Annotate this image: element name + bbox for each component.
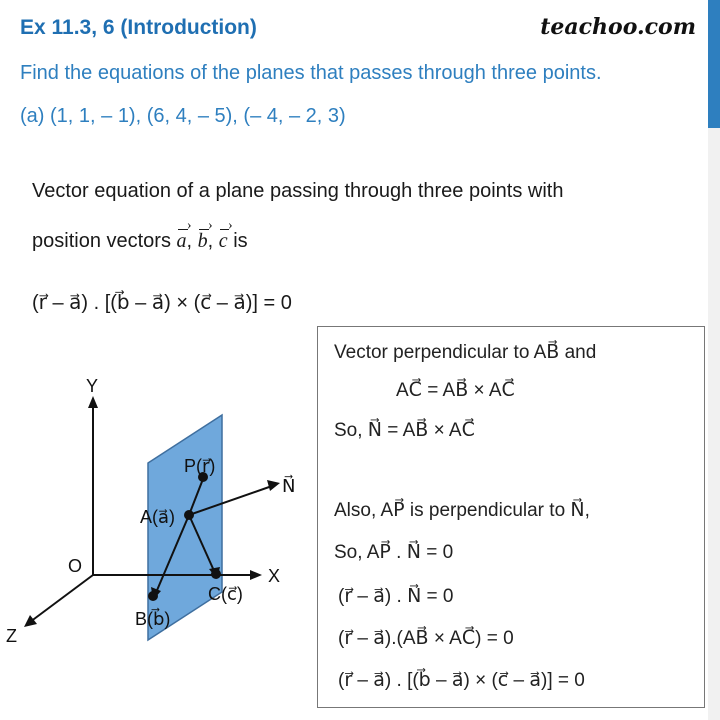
question-line-1: Find the equations of the planes that passes through three points. bbox=[20, 62, 602, 84]
vector-c: › c bbox=[219, 230, 228, 253]
point-c-label: C(c⃗) bbox=[208, 584, 243, 604]
box-line-1: Vector perpendicular to AB⃗ and bbox=[334, 342, 597, 363]
vector-b: › b bbox=[198, 230, 208, 253]
box-line-7: (r⃗ – a⃗).(AB⃗ × AC⃗) = 0 bbox=[338, 628, 514, 649]
normal-label: N⃗ bbox=[282, 476, 296, 496]
z-axis-arrow-icon bbox=[24, 615, 37, 627]
explanation-line-2-prefix: position vectors bbox=[32, 230, 177, 252]
explanation-line-2: position vectors › a, › b, › c is bbox=[32, 230, 248, 253]
box-line-5: So, AP⃗ . N⃗ = 0 bbox=[334, 542, 454, 563]
question-line-2: (a) (1, 1, – 1), (6, 4, – 5), (– 4, – 2, 3) bbox=[20, 105, 346, 127]
brand-logo: teachoo.com bbox=[540, 14, 696, 40]
scrollbar-thumb[interactable] bbox=[708, 0, 720, 128]
point-a bbox=[184, 510, 194, 520]
point-p-label: P(r⃗) bbox=[184, 456, 216, 476]
plane-shape bbox=[148, 415, 222, 640]
box-line-4: Also, AP⃗ is perpendicular to N⃗, bbox=[334, 500, 590, 521]
point-b bbox=[148, 591, 158, 601]
explanation-line-1: Vector equation of a plane passing through three points with bbox=[32, 180, 564, 202]
box-line-8: (r⃗ – a⃗) . [(b⃗ – a⃗) × (c⃗ – a⃗)] = 0 bbox=[338, 670, 585, 691]
z-axis bbox=[30, 575, 93, 622]
plane-diagram bbox=[0, 360, 320, 660]
origin-label: O bbox=[68, 556, 83, 576]
derivation-box bbox=[317, 326, 705, 708]
axis-x-label: X bbox=[268, 566, 281, 586]
normal-arrow-icon bbox=[267, 480, 280, 491]
y-axis-arrow-icon bbox=[88, 396, 98, 408]
point-b-label: B(b⃗) bbox=[135, 609, 171, 629]
point-c bbox=[211, 569, 221, 579]
box-line-2: AC⃗ = AB⃗ × AC⃗ bbox=[396, 380, 515, 401]
explanation-line-2-suffix: is bbox=[227, 230, 248, 252]
point-a-label: A(a⃗) bbox=[140, 507, 176, 527]
exercise-title: Ex 11.3, 6 (Introduction) bbox=[20, 16, 257, 39]
axis-y-label: Y bbox=[86, 376, 99, 396]
box-line-6: (r⃗ – a⃗) . N⃗ = 0 bbox=[338, 586, 454, 607]
box-line-3: So, N⃗ = AB⃗ × AC⃗ bbox=[334, 420, 475, 441]
vector-a: › a bbox=[177, 230, 187, 253]
plane-equation: (r⃗ – a⃗) . [(b⃗ – a⃗) × (c⃗ – a⃗)] = 0 bbox=[32, 292, 292, 314]
scrollbar-track[interactable] bbox=[708, 0, 720, 720]
x-axis-arrow-icon bbox=[250, 570, 262, 580]
axis-z-label: Z bbox=[6, 626, 17, 646]
